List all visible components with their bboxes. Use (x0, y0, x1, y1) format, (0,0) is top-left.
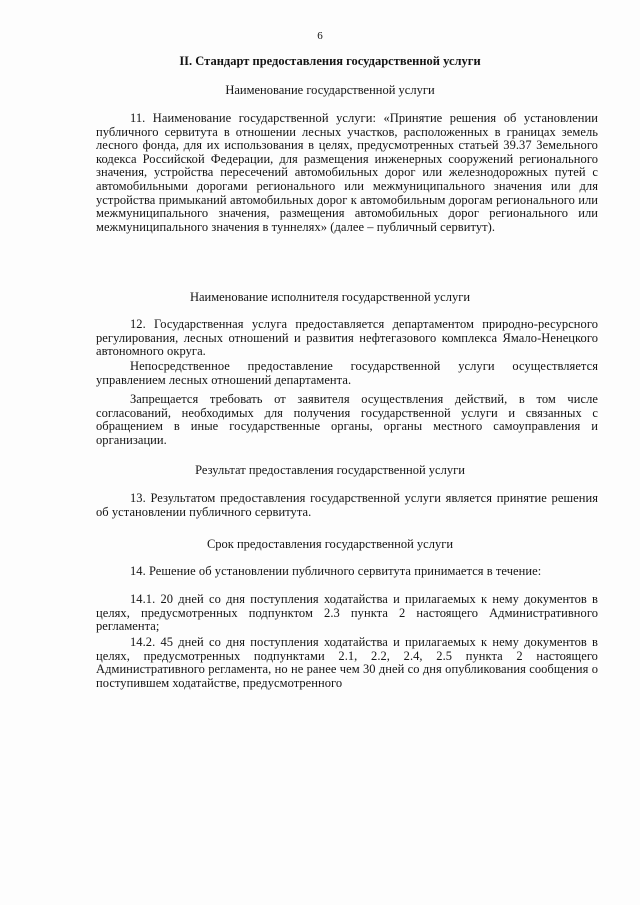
heading-executor: Наименование исполнителя государственной услуги (189, 290, 471, 304)
page-number: 6 (317, 30, 323, 42)
section-title: II. Стандарт предоставления государственной услуги (179, 54, 481, 68)
paragraph-14-1: 14.1. 20 дней со дня поступления ходатайства и прилагаемых к нему документов в целях, предусмотренных подпунктом 2.3 пункта 2 настоящего Административного регламента; (96, 592, 598, 634)
paragraph-14: 14. Решение об установлении публичного сервитута принимается в течение: (130, 564, 542, 578)
paragraph-12: 12. Государственная услуга предоставляется департаментом природно-ресурсного регулирования, лесных отношений и развития нефтегазового комплекса Ямало-Ненецкого автономного округа. (96, 317, 598, 359)
paragraph-12-direct: Непосредственное предоставление государственной услуги осуществляется управлением лесных отношений департамента. (96, 359, 598, 387)
paragraph-13: 13. Результатом предоставления государственной услуги является принятие решения об установлении публичного сервитута. (96, 491, 598, 519)
heading-service-name: Наименование государственной услуги (225, 83, 435, 97)
heading-result: Результат предоставления государственной услуги (195, 463, 465, 477)
paragraph-12-forbidden: Запрещается требовать от заявителя осуществления действий, в том числе согласований, необходимых для получения государственной услуги и связанных с обращением в иные государственные органы, органы местного самоуправления и организации. (96, 392, 598, 447)
heading-term: Срок предоставления государственной услуги (206, 537, 454, 551)
paragraph-14-2: 14.2. 45 дней со дня поступления ходатайства и прилагаемых к нему документов в целях, предусмотренных подпунктами 2.1, 2.2, 2.4, 2.5 пункта 2 настоящего Административного регламента, но не ранее чем 30 дней со дня опубликования сообщения о поступившем ходатайстве, предусмотренного (96, 635, 598, 690)
paragraph-11: 11. Наименование государственной услуги: «Принятие решения об установлении публичного сервитута в отношении лесных участков, расположенных в границах земель лесного фонда, для их использования в целях, предусмотренных статьей 39.37 Земельного кодекса Российской Федерации, для размещения инженерных сооружений регионального значения, устройства пересечений автомобильных дорог или железнодорожных путей с автомобильными дорогами регионального или межмуниципального значения или для устройства примыканий автомобильных дорог к автомобильным дорогам регионального или межмуниципального значения, размещения автомобильных дорог регионального или межмуниципального значения в туннелях» (далее – публичный сервитут). (96, 111, 598, 234)
